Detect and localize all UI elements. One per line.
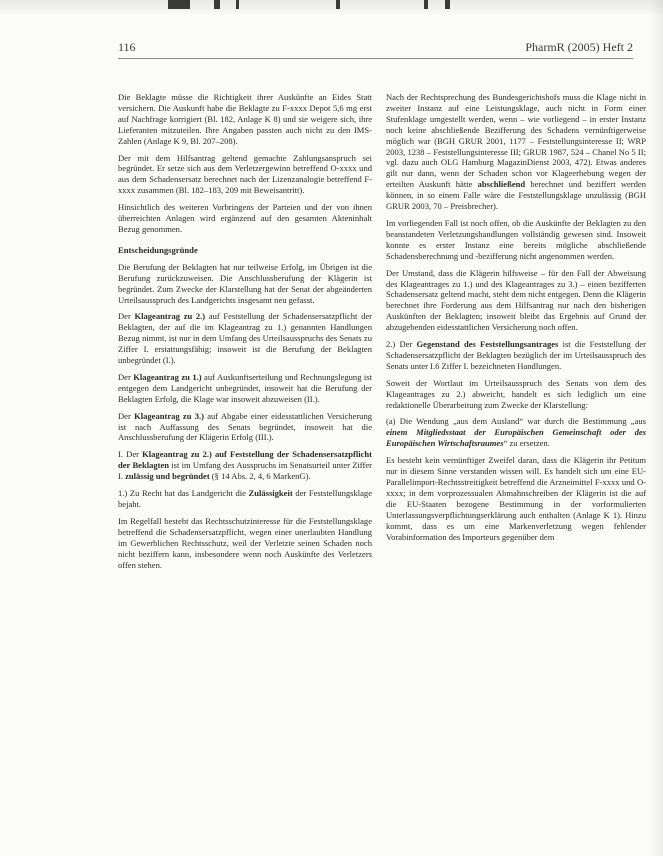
scan-mark [236, 0, 239, 9]
bold-text-run: Klageantrag zu 1.) [133, 371, 202, 382]
text-run: 1.) Zu Recht hat das Landgericht die [118, 488, 249, 499]
paragraph: Der Umstand, dass die Klägerin hilfsweise – für den Fall der Abweisung des Klageantrages zu 1.) und des Klageantrages zu 3.) – einen bezifferten Schadensersatz geltend macht, steht dem nicht entgegen. Denn die Klägerin berechnet ihre Forderung aus dem Hilfsantrag nur nach den bisherigen Auskünften der Beklagten; insoweit bleibt das Ergebnis auf Grund der abzugebenden eidesstattlichen Versicherung noch offen. [386, 267, 646, 333]
paragraph [386, 92, 646, 212]
text-run: I. Der [118, 449, 143, 460]
text-run: (§ 14 Abs. 2, 4, 6 MarkenG). [209, 471, 311, 482]
scan-mark [214, 0, 220, 9]
paragraph [118, 449, 372, 482]
header-rule [118, 58, 633, 59]
bold-text-run: Zulässigkeit [248, 488, 293, 499]
scan-top-edge [0, 0, 663, 14]
paragraph [118, 411, 372, 444]
bold-text-run: Klageantrag zu 2.) [134, 311, 206, 322]
text-run: auf Feststellung der Schadensersatzpflicht der Beklagten, der auf die im Klageantrag zu 1.) genannten Handlungen Bezug nimmt, ist nur in dem Umfang des Urteilsausspruchs des Senats zu Ziffer I. erstattungsfähig; insoweit ist die Berufung der Beklagten unbegründet (I.). [118, 311, 372, 366]
right-column [386, 92, 646, 548]
text-run: Der [118, 311, 135, 322]
text-run: auf Auskunftserteilung und Rechnungslegung ist entgegen dem Landgericht unbegründet, insoweit hat die Berufung der Beklagten Erfolg, die Klage war insoweit abzuweisen (II.). [118, 371, 373, 404]
paragraph [118, 311, 372, 366]
paragraph: Im Regelfall besteht das Rechtsschutzinteresse für die Feststellungsklage betreffend die Schadensersatzpflicht, wegen einer unerlaubten Handlung im Gewerblichen Rechtsschutz, weil der Verletzte seinen Schaden noch nicht beziffern kann, insbesondere wenn noch Auskünfte des Verletzers offen stehen. [118, 515, 372, 570]
scan-mark [168, 0, 190, 9]
paragraph [386, 339, 646, 372]
paragraph: Der mit dem Hilfsantrag geltend gemachte Zahlungsanspruch sei begründet. Er setze sich aus dem Verletzergewinn betreffend O-xxxx und aus dem Schadensersatz berechnet nach der Lizenzanalogie betreffend F-xxxx zusammen (Bl. 182–183, 209 mit Beweisantritt). [118, 152, 372, 196]
scan-mark [336, 0, 340, 9]
bold-text-run: Klageantrag zu 2.) auf Feststellung der Schadensersatzpflicht der Beklagten [118, 449, 372, 471]
text-run: berechnet und beziffert werden können, in so einem Falle wäre die Feststellungsklage unzulässig (BGH GRUR 2003, 70 – Preisbrecher). [386, 179, 646, 212]
paragraph: Hinsichtlich des weiteren Vorbringens der Parteien und der von ihnen überreichten Anlagen wird ergänzend auf den gesamten Akteninhalt Bezug genommen. [118, 202, 372, 234]
paragraph: Die Berufung der Beklagten hat nur teilweise Erfolg, im Übrigen ist die Berufung zurückzuweisen. Die Anschlussberufung der Klägerin ist begründet. Zum Zwecke der Klarstellung hat der Senat der abgeänderten Urteilsausspruch des Landgerichts insgesamt neu gefasst. [118, 261, 372, 305]
paragraph: Soweit der Wortlaut im Urteilsausspruch des Senats von dem des Klageantrages zu 2.) abweicht, handelt es sich lediglich um eine redaktionelle Überarbeitung zum Zwecke der Klarstellung: [386, 377, 646, 410]
bold-text-run: Klageantrag zu 3.) [134, 410, 204, 421]
text-run: ist im Umfang des Ausspruchs im Senatsurteil unter Ziffer I. [118, 460, 372, 482]
running-header [118, 40, 633, 56]
scan-mark [445, 0, 450, 9]
bold-text-run: zulässig und begründet [125, 471, 210, 482]
text-run: ist die Feststellung der Schadensersatzpflicht der Beklagten bezüglich der im Urteilsausspruch des Senats unter I.6 Ziffer I. bezeichneten Handlungen. [386, 339, 647, 371]
text-run: 2.) Der [386, 339, 417, 350]
text-run: der Feststellungsklage bejaht. [118, 488, 372, 509]
bold-italic-text-run: einem Mitgliedsstaat der Europäischen Gemeinschaft oder des Europäischen Wirtschaftsraumes [386, 427, 646, 449]
bold-text-run: abschließend [477, 179, 526, 190]
paragraph: Es besteht kein vernünftiger Zweifel daran, dass die Klägerin ihr Petitum nur in diesem Sinne verstanden wissen will. Es handelt sich um eine EU-Parallelimport-Rechtsstreitigkeit betreffend die Arzneimittel F-xxxx und O-xxxx; in dem vorprozessualen Abmahnschreiben der Klägerin ist die auf die EU-Staaten bezogene Bestimmung in der vorformulierten Unterlassungsverpflichtungserklärung auch enthalten (Anlage K 1). Hinzu kommt, dass es um eine Markenverletzung wegen fehlender Vorabinformation des Importeurs gegenüber dem [386, 455, 646, 542]
text-run: Der [118, 371, 134, 382]
section-heading: Entscheidungsgründe [118, 244, 198, 255]
paragraph [386, 416, 646, 449]
scan-mark [424, 0, 428, 9]
text-run: auf Abgabe einer eidesstattlichen Versicherung ist nach Auffassung des Senats begründet, insoweit hat die Anschlussberufung der Klägerin Erfolg (III.). [118, 410, 373, 443]
left-column [118, 92, 372, 576]
page-number: 116 [118, 40, 136, 54]
paragraph: Im vorliegenden Fall ist noch offen, ob die Auskünfte der Beklagten zu den beanstandeten Verletzungshandlungen vollständig gewesen sind. Insoweit konnte es erster Instanz eine bereits mögliche abschließende Schadensberechnung und -bezifferung nicht angenommen werden. [386, 217, 646, 261]
text-run: “ zu ersetzen. [503, 438, 550, 449]
text-run: (a) Die Wendung „aus dem Ausland“ war durch die Bestimmung „aus [386, 416, 646, 427]
paragraph [118, 372, 372, 405]
text-run: Nach der Rechtsprechung des Bundesgerichtshofs muss die Klage nicht in zweiter Instanz auf eine Leistungsklage, auch nicht in Form einer Stufenklage umgestellt werden, wenn – wie vorliegend – in erster Instanz noch keine abschließende Bezifferung des Schadens vernünftigerweise möglich war (BGH GRUR 2001, 1177 – Feststellungsinteresse II; WRP 2003, 1238 – Feststellungsinteresse III; GRUR 1987, 524 – Chanel No 5 II; vgl. dazu auch OLG Hamburg MagazinDienst 2003, 472). Etwas anderes gilt nur dann, wenn der Schaden schon vor Klageerhebung wegen der erteilten Auskunft hätte [386, 92, 646, 190]
paragraph [118, 488, 372, 510]
bold-text-run: Gegenstand des Feststellungsantrages [416, 339, 559, 350]
paragraph: Die Beklagte müsse die Richtigkeit ihrer Auskünfte an Eides Statt versichern. Die Auskunft habe die Beklagte zu F-xxxx Depot 5,6 mg erst auf Nachfrage korrigiert (Bl. 182, Anlage K 8) und sie weigere sich, ihre Lieferanten mitzuteilen. Ihre Angaben passten auch nicht zu den IMS-Zahlen (Anlage K 9, Bl. 207–208). [118, 92, 372, 146]
journal-citation: PharmR (2005) Heft 2 [525, 40, 633, 54]
text-run: Der [118, 410, 135, 421]
scan-edge-shadow [649, 0, 663, 856]
